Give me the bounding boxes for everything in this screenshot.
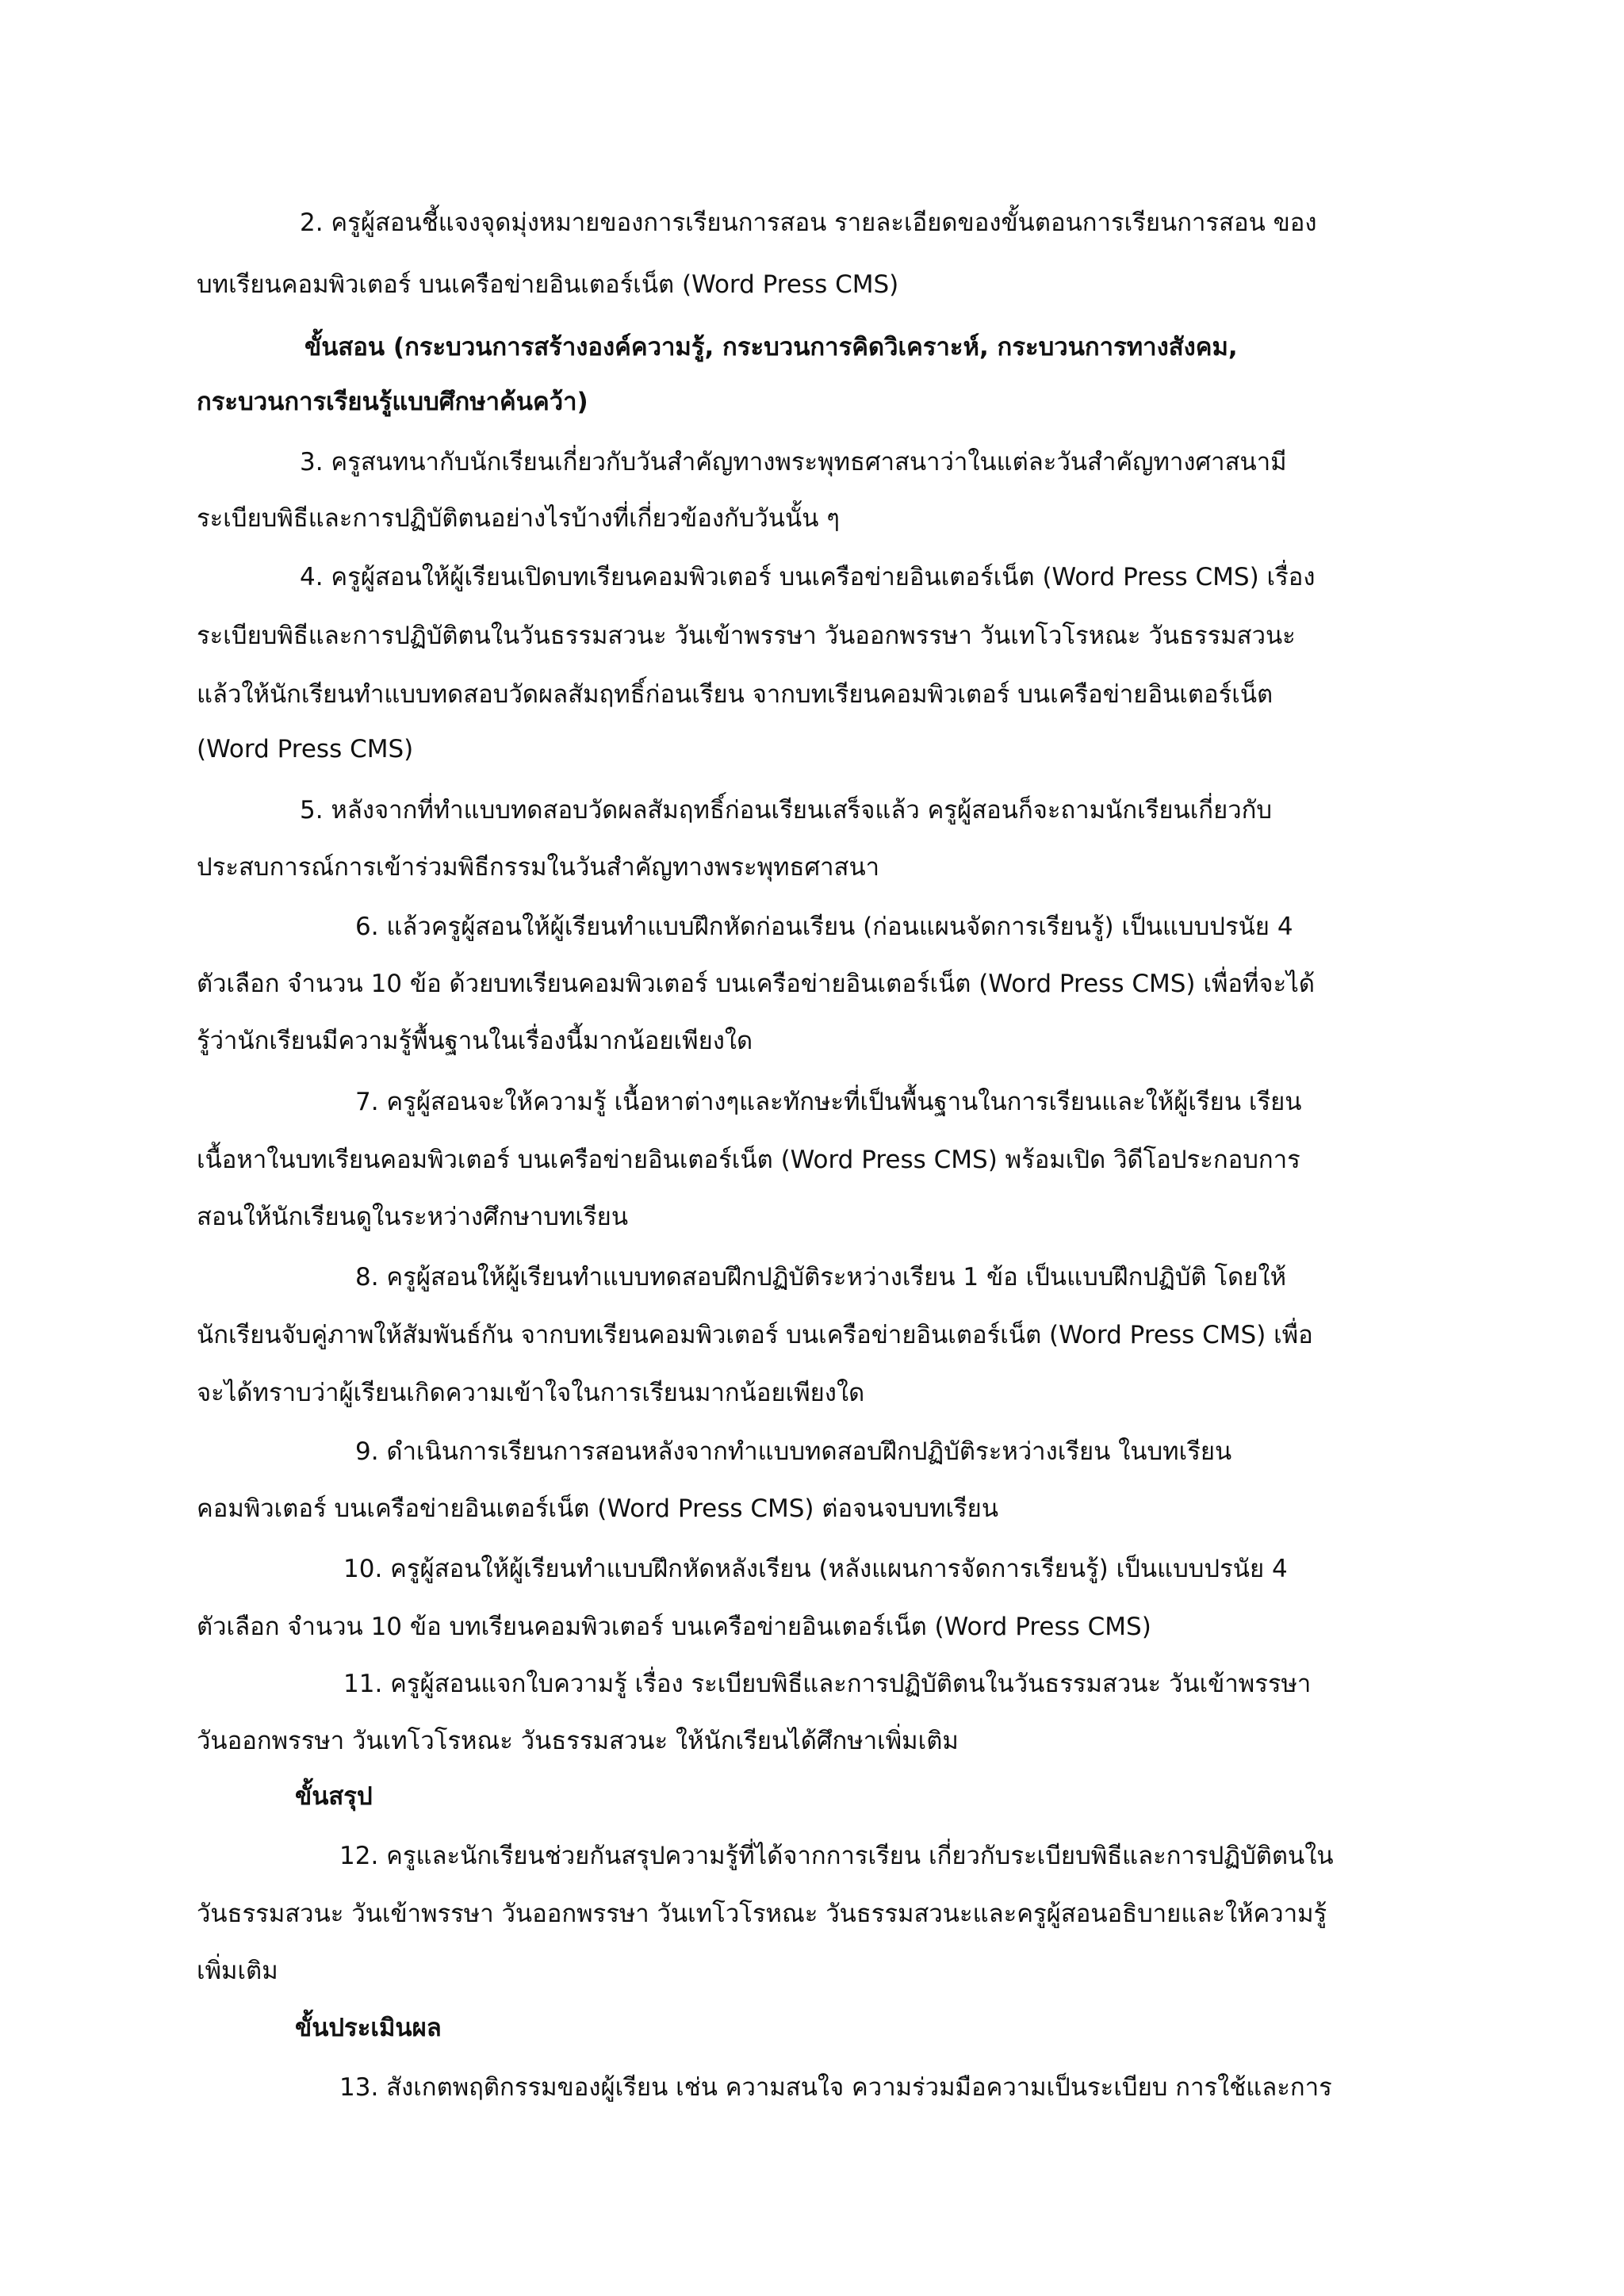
section-heading: ขั้นสรุป (295, 1782, 373, 1811)
text-line: ตัวเลือก จำนวน 10 ข้อ ด้วยบทเรียนคอมพิวเตอร์ บนเครือข่ายอินเตอร์เน็ต (Word Press CMS) เพื่อที่จะได้ (197, 970, 1315, 998)
text-line: 13. สังเกตพฤติกรรมของผู้เรียน เช่น ความสนใจ ความร่วมมือความเป็นระเบียบ การใช้และการ (339, 2073, 1332, 2102)
text-line: (Word Press CMS) (197, 735, 414, 763)
text-line: สอนให้นักเรียนดูในระหว่างศึกษาบทเรียน (197, 1203, 629, 1231)
text-line: คอมพิวเตอร์ บนเครือข่ายอินเตอร์เน็ต (Word Press CMS) ต่อจนจบบทเรียน (197, 1494, 999, 1523)
text-line: 6. แล้วครูผู้สอนให้ผู้เรียนทำแบบฝึกหัดก่อนเรียน (ก่อนแผนจัดการเรียนรู้) เป็นแบบปรนัย 4 (355, 913, 1293, 941)
text-line: 4. ครูผู้สอนให้ผู้เรียนเปิดบทเรียนคอมพิวเตอร์ บนเครือข่ายอินเตอร์เน็ต (Word Press CMS) เรื่อง (300, 563, 1316, 591)
text-line: จะได้ทราบว่าผู้เรียนเกิดความเข้าใจในการเรียนมากน้อยเพียงใด (197, 1379, 865, 1407)
section-heading: ขั้นสอน (กระบวนการสร้างองค์ความรู้, กระบวนการคิดวิเคราะห์, กระบวนการทางสังคม, (304, 333, 1238, 362)
text-line: ตัวเลือก จำนวน 10 ข้อ บทเรียนคอมพิวเตอร์ บนเครือข่ายอินเตอร์เน็ต (Word Press CMS) (197, 1613, 1151, 1641)
text-line: ระเบียบพิธีและการปฏิบัติตนอย่างไรบ้างที่เกี่ยวข้องกับวันนั้น ๆ (197, 504, 840, 533)
text-line: นักเรียนจับคู่ภาพให้สัมพันธ์กัน จากบทเรียนคอมพิวเตอร์ บนเครือข่ายอินเตอร์เน็ต (Word Press CMS) เพื่อ (197, 1321, 1313, 1349)
text-line: วันออกพรรษา วันเทโวโรหณะ วันธรรมสวนะ ให้นักเรียนได้ศึกษาเพิ่มเติม (197, 1727, 959, 1755)
text-line: ประสบการณ์การเข้าร่วมพิธีกรรมในวันสำคัญทางพระพุทธศาสนา (197, 853, 880, 882)
text-line: 3. ครูสนทนากับนักเรียนเกี่ยวกับวันสำคัญทางพระพุทธศาสนาว่าในแต่ละวันสำคัญทางศาสนามี (300, 448, 1287, 476)
text-line: แล้วให้นักเรียนทำแบบทดสอบวัดผลสัมฤทธิ์ก่อนเรียน จากบทเรียนคอมพิวเตอร์ บนเครือข่ายอินเตอร์เน็ต (197, 680, 1274, 709)
text-line: รู้ว่านักเรียนมีความรู้พื้นฐานในเรื่องนี้มากน้อยเพียงใด (197, 1027, 753, 1055)
section-heading: ขั้นประเมินผล (295, 2014, 442, 2042)
text-line: 12. ครูและนักเรียนช่วยกันสรุปความรู้ที่ได้จากการเรียน เกี่ยวกับระเบียบพิธีและการปฏิบัติตนใน (339, 1842, 1334, 1870)
text-line: 11. ครูผู้สอนแจกใบความรู้ เรื่อง ระเบียบพิธีและการปฏิบัติตนในวันธรรมสวนะ วันเข้าพรรษา (343, 1670, 1312, 1698)
text-line: 10. ครูผู้สอนให้ผู้เรียนทำแบบฝึกหัดหลังเรียน (หลังแผนการจัดการเรียนรู้) เป็นแบบปรนัย 4 (343, 1555, 1288, 1583)
text-line: วันธรรมสวนะ วันเข้าพรรษา วันออกพรรษา วันเทโวโรหณะ วันธรรมสวนะและครูผู้สอนอธิบายและให้ความรู้ (197, 1900, 1327, 1928)
text-line: 9. ดำเนินการเรียนการสอนหลังจากทำแบบทดสอบฝึกปฏิบัติระหว่างเรียน ในบทเรียน (355, 1437, 1232, 1466)
text-line: 2. ครูผู้สอนชี้แจงจุดมุ่งหมายของการเรียนการสอน รายละเอียดของขั้นตอนการเรียนการสอน ของ (300, 209, 1317, 237)
text-line: เพิ่มเติม (197, 1957, 278, 1985)
text-line: ระเบียบพิธีและการปฏิบัติตนในวันธรรมสวนะ วันเข้าพรรษา วันออกพรรษา วันเทโวโรหณะ วันธรรมสวนะ (197, 622, 1296, 650)
text-line: บทเรียนคอมพิวเตอร์ บนเครือข่ายอินเตอร์เน็ต (Word Press CMS) (197, 270, 899, 299)
section-heading: กระบวนการเรียนรู้แบบศึกษาค้นคว้า) (197, 388, 588, 416)
text-line: 5. หลังจากที่ทำแบบทดสอบวัดผลสัมฤทธิ์ก่อนเรียนเสร็จแล้ว ครูผู้สอนก็จะถามนักเรียนเกี่ยวกับ (300, 796, 1273, 825)
text-line: 7. ครูผู้สอนจะให้ความรู้ เนื้อหาต่างๆและทักษะที่เป็นพื้นฐานในการเรียนและให้ผู้เรียน เรียน (355, 1088, 1302, 1116)
text-line: 8. ครูผู้สอนให้ผู้เรียนทำแบบทดสอบฝึกปฏิบัติระหว่างเรียน 1 ข้อ เป็นแบบฝึกปฏิบัติ โดยให้ (355, 1263, 1287, 1292)
text-line: เนื้อหาในบทเรียนคอมพิวเตอร์ บนเครือข่ายอินเตอร์เน็ต (Word Press CMS) พร้อมเปิด วิดีโอประกอบการ (197, 1146, 1300, 1174)
